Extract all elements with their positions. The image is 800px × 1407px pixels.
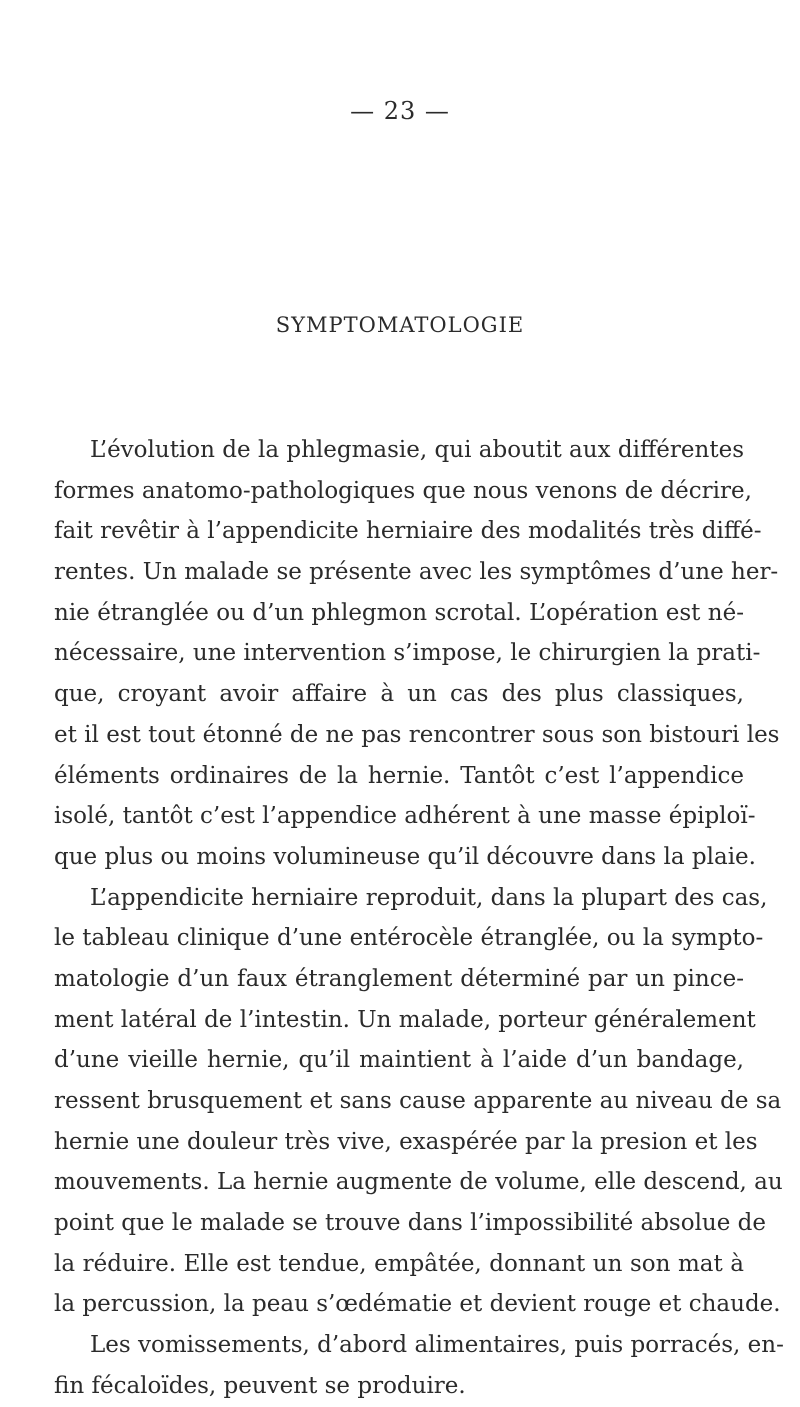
text-line: L’évolution de la phlegmasie, qui aboutit aux différentes — [90, 437, 744, 463]
text-line: que plus ou moins volumineuse qu’il découvre dans la plaie. — [54, 843, 756, 870]
text-line: ment latéral de l’intestin. Un malade, porteur généralement — [54, 1006, 756, 1033]
text-line: point que le malade se trouve dans l’impossibilité absolue de — [54, 1210, 767, 1237]
body-paragraphs — [54, 430, 784, 1407]
text-line: nie étranglée ou d’un phlegmon scrotal. L’opération est né- — [54, 599, 744, 626]
text-line: la percussion, la peau s’œdématie et devient rouge et chaude. — [54, 1291, 781, 1318]
text-line: rentes. Un malade se présente avec les symptômes d’une her- — [54, 559, 779, 586]
text-line: éléments ordinaires de la hernie. Tantôt c’est l’appendice — [54, 762, 744, 789]
text-line: nécessaire, une intervention s’impose, le chirurgien la prati- — [54, 640, 761, 667]
text-line: d’une vieille hernie, qu’il maintient à l’aide d’un bandage, — [54, 1047, 744, 1074]
text-line: et il est tout étonné de ne pas rencontrer sous son bistouri les — [54, 721, 780, 748]
text-line: la réduire. Elle est tendue, empâtée, donnant un son mat à — [54, 1250, 744, 1277]
text-line: hernie une douleur très vive, exaspérée par la presion et les — [54, 1128, 758, 1155]
text-line: isolé, tantôt c’est l’appendice adhérent à une masse épiploï- — [54, 803, 756, 830]
text-line: ressent brusquement et sans cause apparente au niveau de sa — [54, 1088, 782, 1114]
text-line: matologie d’un faux étranglement déterminé par un pince- — [54, 965, 744, 992]
text-line: formes anatomo-pathologiques que nous venons de décrire, — [54, 477, 752, 504]
text-line: L’appendicite herniaire reproduit, dans la plupart des cas, — [90, 884, 768, 911]
section-title: SYMPTOMATOLOGIE — [275, 313, 525, 337]
text-line: le tableau clinique d’une entérocèle étranglée, ou la sympto- — [54, 925, 764, 952]
text-line: que, croyant avoir affaire à un cas des plus classiques, — [54, 681, 744, 708]
text-line: fait revêtir à l’appendicite herniaire des modalités très diffé- — [54, 518, 762, 545]
text-line: mouvements. La hernie augmente de volume, elle descend, au — [54, 1169, 783, 1196]
text-line: Les vomissements, d’abord alimentaires, puis porracés, en- — [90, 1332, 784, 1359]
page-number: — 23 — — [350, 97, 450, 125]
text-line: fin fécaloïdes, peuvent se produire. — [54, 1372, 466, 1399]
